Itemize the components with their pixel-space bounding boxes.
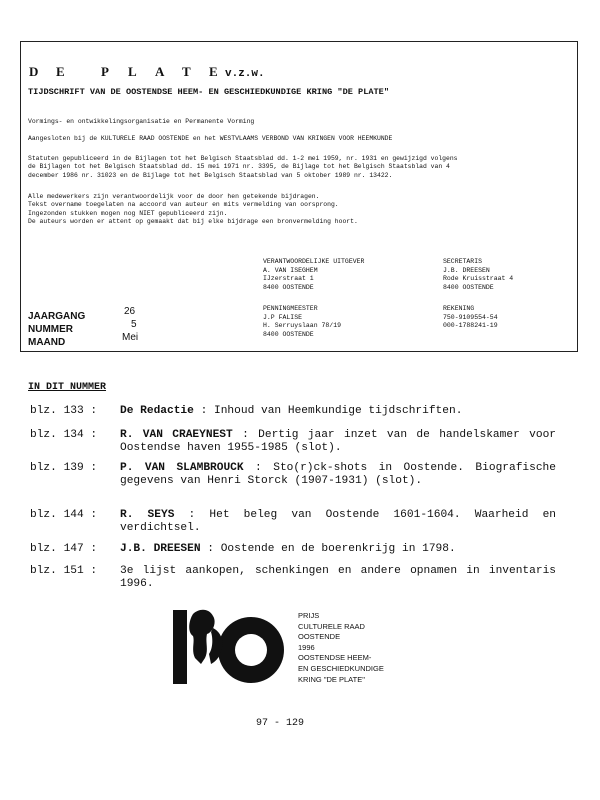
- prize-line: OOSTENDSE HEEM-: [298, 653, 372, 663]
- toc-page: blz. 134 :: [30, 429, 98, 441]
- toc-author: R. VAN CRAEYNEST: [120, 429, 233, 441]
- month-value: Mei: [122, 332, 139, 343]
- contact-line: SECRETARIS: [443, 258, 483, 265]
- toc-author: P. VAN SLAMBROUCK: [120, 462, 244, 474]
- prize-line: PRIJS: [298, 611, 320, 620]
- prize-line: 1996: [298, 642, 315, 652]
- contact-line: Rode Kruisstraat 4: [443, 275, 514, 283]
- contact-line: H. Serruyslaan 78/19: [263, 322, 342, 330]
- title-letter: L: [128, 64, 137, 79]
- volume-label: JAARGANG: [28, 311, 86, 322]
- toc-page: blz. 151 :: [30, 565, 98, 577]
- disclaimer-line: Ingezonden stukken mogen nog NIET gepubliceerd zijn.: [28, 209, 228, 217]
- toc-title: : Inhoud van Heemkundige tijdschriften.: [193, 405, 463, 417]
- affiliation-line: Aangesloten bij de KULTURELE RAAD OOSTENDE en het WESTVLAAMS VERBOND VAN KRINGEN VOOR HEEMKUNDE: [28, 135, 393, 142]
- treasurer-contact: [263, 305, 341, 339]
- title-letter: D: [29, 64, 39, 79]
- toc-page: blz. 139 :: [30, 462, 98, 474]
- statutes-text: [28, 155, 458, 180]
- logo-ring-hole: [235, 634, 267, 666]
- page-number: 97 - 129: [256, 718, 305, 729]
- toc-title: : Het beleg van Oostende 1601-1604. Waarheid en verdichtsel.: [120, 509, 556, 534]
- number-value: 5: [131, 319, 137, 330]
- organisation-line: Vormings- en ontwikkelingsorganisatie en Permanente Vorming: [28, 118, 255, 125]
- toc-heading: IN DIT NUMMER: [28, 382, 107, 393]
- title-suffix: v.z.w.: [225, 68, 265, 80]
- disclaimer-line: De auteurs worden er attent op gemaakt dat bij elke bijdrage een bronvermelding hoort.: [28, 217, 358, 225]
- prize-line: CULTURELE RAAD: [298, 621, 365, 631]
- contact-line: 000-1788241-19: [443, 322, 498, 330]
- contact-line: J.B. DREESEN: [443, 266, 490, 274]
- disclaimer-text: [28, 193, 358, 226]
- contact-line: 8400 OOSTENDE: [263, 330, 314, 338]
- toc-title: : Dertig jaar inzet van de handelskamer voor Oostendse haven 1955-1985 (slot).: [120, 429, 556, 454]
- contact-line: 8400 OOSTENDE: [443, 283, 494, 291]
- toc-page: blz. 133 :: [30, 405, 98, 417]
- contact-line: J.P FALISE: [263, 313, 303, 321]
- journal-subtitle: TIJDSCHRIFT VAN DE OOSTENDSE HEEM- EN GESCHIEDKUNDIGE KRING "DE PLATE": [28, 87, 389, 97]
- masthead-title: [29, 64, 265, 80]
- statutes-line: december 1986 nr. 31023 en de Bijlage tot het Belgisch Staatsblad van 5 oktober 1989 nr. 13422.: [28, 171, 393, 179]
- volume-value: 26: [124, 306, 136, 317]
- statutes-line: de Bijlagen tot het Belgisch Staatsblad dd. 15 mei 1971 nr. 3395, de Bijlage tot het Belgisch Staatsblad van 4: [28, 163, 450, 171]
- contact-line: REKENING: [443, 305, 475, 312]
- toc-author: De Redactie: [120, 405, 194, 417]
- secretary-contact: [443, 258, 513, 292]
- publisher-contact: [263, 258, 364, 292]
- prize-line: KRING "DE PLATE": [298, 674, 365, 684]
- account-contact: [443, 305, 498, 331]
- logo-bar: [173, 610, 187, 684]
- toc-title: 3e lijst aankopen, schenkingen en andere opnamen in inventaris 1996.: [120, 565, 556, 590]
- contact-line: IJzerstraat 1: [263, 275, 314, 283]
- toc-title: : Oostende en de boerenkrijg in 1798.: [200, 543, 456, 555]
- contact-line: 8400 OOSTENDE: [263, 283, 314, 291]
- toc-author: J.B. DREESEN: [120, 543, 201, 555]
- contact-line: PENNINGMEESTER: [263, 305, 318, 312]
- number-label: NUMMER: [28, 324, 73, 335]
- title-letter: P: [101, 64, 109, 79]
- disclaimer-line: Tekst overname toegelaten na accoord van auteur en mits vermelding van oorsprong.: [28, 201, 339, 209]
- prize-line: EN GESCHIEDKUNDIGE: [298, 663, 384, 673]
- contact-line: VERANTWOORDELIJKE UITGEVER: [263, 258, 365, 265]
- toc-page: blz. 144 :: [30, 509, 98, 521]
- issue-info: [28, 306, 139, 348]
- toc-author: R. SEYS: [120, 509, 175, 521]
- contact-line: A. VAN ISEGHEM: [263, 266, 318, 274]
- prize-line: OOSTENDE: [298, 632, 341, 642]
- title-letter: A: [155, 64, 165, 79]
- toc-page: blz. 147 :: [30, 543, 98, 555]
- disclaimer-line: Alle medewerkers zijn verantwoordelijk voor de door hen getekende bijdragen.: [28, 193, 320, 200]
- title-letter: E: [56, 64, 65, 79]
- title-letter: T: [182, 64, 191, 79]
- title-letter: E: [209, 64, 218, 79]
- month-label: MAAND: [28, 337, 66, 348]
- contact-line: 750-9109554-54: [443, 313, 498, 321]
- toc-title: : Sto(r)ck-shots in Oostende. Biografische gegevens van Henri Storck (1907-1931) (slot).: [120, 462, 556, 487]
- cultural-council-logo: [165, 602, 289, 686]
- statutes-line: Statuten gepubliceerd in de Bijlagen tot het Belgisch Staatsblad dd. 1-2 mei 1959, nr. 1931 en gewijzigd volgens: [28, 155, 458, 162]
- prize-caption: [298, 611, 384, 685]
